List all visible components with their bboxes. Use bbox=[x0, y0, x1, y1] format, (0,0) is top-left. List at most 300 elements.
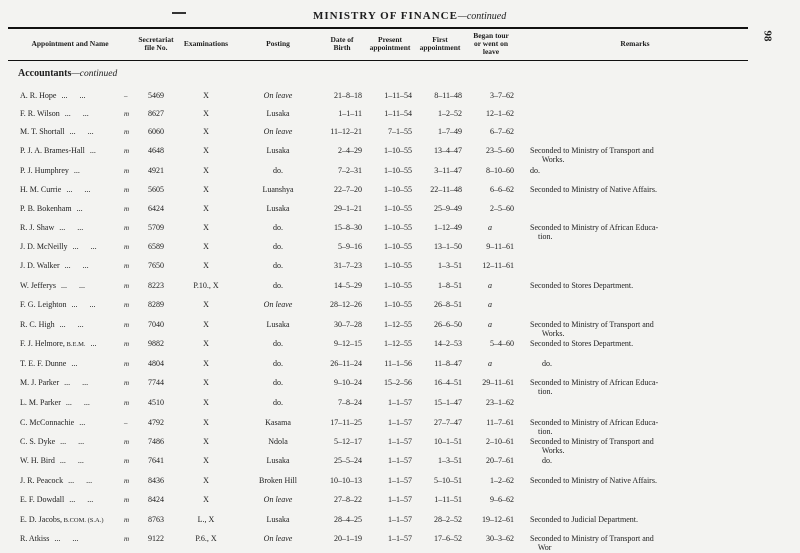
examinations: X bbox=[203, 339, 209, 348]
marital-status: – bbox=[124, 419, 128, 427]
examinations: X bbox=[203, 300, 209, 309]
date-of-birth: 31–7–23 bbox=[334, 261, 362, 270]
officer-name: C. S. Dyke bbox=[20, 437, 56, 446]
date-of-birth: 20–1–19 bbox=[334, 534, 362, 543]
began-tour: 1–2–62 bbox=[490, 476, 514, 485]
marital-status: m bbox=[124, 360, 130, 368]
name-cell bbox=[20, 185, 90, 195]
dot-leader: ... ... bbox=[71, 300, 96, 309]
posting: On leave bbox=[263, 127, 293, 136]
officer-name: R. J. Shaw bbox=[20, 223, 55, 232]
col-remarks: Remarks bbox=[620, 39, 650, 48]
officer-qualification: B.COM. (S.A.) bbox=[62, 517, 104, 524]
began-tour: 3–7–62 bbox=[490, 91, 514, 100]
name-cell bbox=[20, 204, 83, 214]
date-of-birth: 9–12–15 bbox=[334, 339, 362, 348]
examinations: X bbox=[203, 109, 209, 118]
section-title: Accountants bbox=[18, 68, 72, 79]
posting: Broken Hill bbox=[259, 476, 297, 485]
name-cell bbox=[20, 109, 89, 119]
file-number: 8436 bbox=[148, 476, 164, 485]
posting: do. bbox=[273, 261, 283, 270]
first-appointment: 28–2–52 bbox=[434, 515, 462, 524]
posting: do. bbox=[273, 359, 283, 368]
officer-name: E. F. Dowdall bbox=[20, 495, 65, 504]
file-number: 7650 bbox=[148, 261, 164, 270]
present-appointment: 15–2–56 bbox=[384, 378, 412, 387]
present-appointment: 1–10–55 bbox=[384, 185, 412, 194]
posting: Lusaka bbox=[266, 146, 290, 155]
first-appointment: 3–11–47 bbox=[434, 166, 462, 175]
examinations: X bbox=[203, 378, 209, 387]
first-appointment: 1–11–51 bbox=[434, 495, 462, 504]
officer-name: J. R. Peacock bbox=[20, 476, 64, 485]
examinations: X bbox=[203, 242, 209, 251]
file-number: 6060 bbox=[148, 127, 164, 136]
page-title bbox=[313, 10, 506, 22]
marital-status: m bbox=[124, 399, 130, 407]
dot-leader: ... ... bbox=[65, 398, 90, 407]
examinations: X bbox=[203, 166, 209, 175]
table-row bbox=[0, 146, 800, 165]
table-row bbox=[0, 127, 800, 146]
posting: do. bbox=[273, 378, 283, 387]
remarks: Seconded to Ministry of African Educa- tion. bbox=[530, 418, 659, 436]
marital-status: – bbox=[124, 92, 128, 100]
name-cell bbox=[20, 166, 80, 176]
began-tour: 5–4–60 bbox=[490, 339, 514, 348]
name-cell bbox=[20, 320, 84, 330]
first-appointment: 10–1–51 bbox=[434, 437, 462, 446]
present-appointment: 1–10–55 bbox=[384, 281, 412, 290]
posting: do. bbox=[273, 281, 283, 290]
file-number: 8223 bbox=[148, 281, 164, 290]
began-tour: a bbox=[488, 320, 492, 329]
dot-leader: ... bbox=[71, 359, 78, 368]
date-of-birth: 26–11–24 bbox=[330, 359, 362, 368]
remarks: Seconded to Ministry of Native Affairs. bbox=[530, 185, 657, 194]
file-number: 4921 bbox=[148, 166, 164, 175]
began-tour: 6–6–62 bbox=[490, 185, 514, 194]
remarks: do. bbox=[530, 359, 552, 368]
page-number: 98 bbox=[761, 30, 774, 42]
began-tour: 30–3–62 bbox=[486, 534, 514, 543]
marital-status: m bbox=[124, 301, 130, 309]
table-row bbox=[0, 223, 800, 242]
present-appointment: 1–10–55 bbox=[384, 242, 412, 251]
posting: On leave bbox=[263, 91, 293, 100]
dot-leader: ... ... bbox=[64, 109, 89, 118]
began-tour: a bbox=[488, 281, 492, 290]
table-row bbox=[0, 242, 800, 261]
began-tour: 9–11–61 bbox=[486, 242, 514, 251]
examinations: X bbox=[203, 261, 209, 270]
file-number: 4510 bbox=[148, 398, 164, 407]
table-row bbox=[0, 534, 800, 553]
first-appointment: 14–2–53 bbox=[434, 339, 462, 348]
began-tour: 11–7–61 bbox=[486, 418, 514, 427]
remarks: Seconded to Ministry of Transport and Works. bbox=[530, 437, 654, 455]
officer-name: W. H. Bird bbox=[20, 456, 55, 465]
examinations: X bbox=[203, 476, 209, 485]
officer-name: P. J. Humphrey bbox=[20, 166, 69, 175]
began-tour: 12–11–61 bbox=[482, 261, 514, 270]
name-cell bbox=[20, 300, 95, 310]
present-appointment: 1–1–57 bbox=[388, 515, 412, 524]
first-appointment: 1–2–52 bbox=[438, 109, 462, 118]
table-row bbox=[0, 378, 800, 397]
examinations: X bbox=[203, 495, 209, 504]
officer-name: J. D. Walker bbox=[20, 261, 60, 270]
posting: On leave bbox=[263, 534, 293, 543]
first-appointment: 26–8–51 bbox=[434, 300, 462, 309]
posting: On leave bbox=[263, 495, 293, 504]
posting: do. bbox=[273, 223, 283, 232]
first-appointment: 11–8–47 bbox=[434, 359, 462, 368]
began-tour: 2–5–60 bbox=[490, 204, 514, 213]
date-of-birth: 27–8–22 bbox=[334, 495, 362, 504]
file-number: 9122 bbox=[148, 534, 164, 543]
name-cell bbox=[20, 146, 96, 156]
table-row bbox=[0, 320, 800, 339]
date-of-birth: 14–5–29 bbox=[334, 281, 362, 290]
dot-leader: ... ... bbox=[66, 185, 91, 194]
present-appointment: 1–1–57 bbox=[388, 418, 412, 427]
examinations: P.10., X bbox=[193, 281, 219, 290]
name-cell bbox=[20, 515, 104, 526]
file-number: 7486 bbox=[148, 437, 164, 446]
began-tour: a bbox=[488, 300, 492, 309]
officer-name: L. M. Parker bbox=[20, 398, 61, 407]
first-appointment: 15–1–47 bbox=[434, 398, 462, 407]
marital-status: m bbox=[124, 110, 130, 118]
name-cell bbox=[20, 91, 85, 101]
marital-status: m bbox=[124, 379, 130, 387]
officer-name: F. J. Helmore, B.E.M. bbox=[20, 339, 86, 348]
marital-status: m bbox=[124, 282, 130, 290]
table-row bbox=[0, 185, 800, 204]
present-appointment: 1–1–57 bbox=[388, 476, 412, 485]
posting: Lusaka bbox=[266, 109, 290, 118]
posting: do. bbox=[273, 242, 283, 251]
name-cell bbox=[20, 476, 92, 486]
first-appointment: 22–11–48 bbox=[430, 185, 462, 194]
present-appointment: 1–10–55 bbox=[384, 261, 412, 270]
present-appointment: 1–11–54 bbox=[384, 109, 412, 118]
dot-leader: ... ... bbox=[59, 320, 84, 329]
posting: On leave bbox=[263, 300, 293, 309]
present-appointment: 1–12–55 bbox=[384, 339, 412, 348]
remarks: do. bbox=[530, 166, 540, 175]
posting: Lusaka bbox=[266, 320, 290, 329]
title-text: MINISTRY OF FINANCE bbox=[313, 10, 458, 22]
remarks: Seconded to Ministry of Transport and Works. bbox=[530, 320, 654, 338]
posting: Luanshya bbox=[262, 185, 294, 194]
name-cell bbox=[20, 495, 93, 505]
examinations: P.6., X bbox=[195, 534, 217, 543]
date-of-birth: 7–8–24 bbox=[338, 398, 362, 407]
posting: Lusaka bbox=[266, 515, 290, 524]
officer-qualification: B.E.M. bbox=[64, 341, 86, 348]
first-appointment: 16–4–51 bbox=[434, 378, 462, 387]
date-of-birth: 17–11–25 bbox=[330, 418, 362, 427]
began-tour: 23–5–60 bbox=[486, 146, 514, 155]
began-tour: 8–10–60 bbox=[486, 166, 514, 175]
file-number: 5469 bbox=[148, 91, 164, 100]
first-appointment: 5–10–51 bbox=[434, 476, 462, 485]
first-appointment: 1–7–49 bbox=[438, 127, 462, 136]
began-tour: a bbox=[488, 359, 492, 368]
date-of-birth: 30–7–28 bbox=[334, 320, 362, 329]
posting: do. bbox=[273, 166, 283, 175]
present-appointment: 1–1–57 bbox=[388, 398, 412, 407]
marital-status: m bbox=[124, 457, 130, 465]
header-bottom-rule bbox=[8, 60, 748, 61]
date-of-birth: 21–8–18 bbox=[334, 91, 362, 100]
present-appointment: 1–10–55 bbox=[384, 300, 412, 309]
examinations: X bbox=[203, 127, 209, 136]
present-appointment: 1–12–55 bbox=[384, 320, 412, 329]
file-number: 6589 bbox=[148, 242, 164, 251]
posting: Lusaka bbox=[266, 204, 290, 213]
name-cell bbox=[20, 456, 84, 466]
col-dob: Date of Birth bbox=[330, 35, 354, 52]
officer-name: J. D. McNeilly bbox=[20, 242, 68, 251]
table-row bbox=[0, 398, 800, 417]
remarks: Seconded to Ministry of Transport and Works. bbox=[530, 146, 654, 164]
date-of-birth: 25–5–24 bbox=[334, 456, 362, 465]
examinations: X bbox=[203, 456, 209, 465]
dot-leader: ... ... bbox=[61, 91, 86, 100]
first-appointment: 27–7–47 bbox=[434, 418, 462, 427]
table-row bbox=[0, 515, 800, 534]
first-appointment: 25–9–49 bbox=[434, 204, 462, 213]
marital-status: m bbox=[124, 516, 130, 524]
marital-status: m bbox=[124, 128, 130, 136]
col-first: First appointment bbox=[419, 35, 461, 52]
table-row bbox=[0, 359, 800, 378]
marital-status: m bbox=[124, 340, 130, 348]
file-number: 4792 bbox=[148, 418, 164, 427]
began-tour: 20–7–61 bbox=[486, 456, 514, 465]
posting: Lusaka bbox=[266, 456, 290, 465]
dot-leader: ... bbox=[90, 339, 97, 348]
marital-status: m bbox=[124, 186, 130, 194]
examinations: L., X bbox=[197, 515, 215, 524]
file-number: 8627 bbox=[148, 109, 164, 118]
officer-name: C. McConnachie bbox=[20, 418, 75, 427]
examinations: X bbox=[203, 204, 209, 213]
name-cell bbox=[20, 359, 77, 369]
col-file: Secretariat file No. bbox=[138, 35, 174, 52]
examinations: X bbox=[203, 359, 209, 368]
first-appointment: 1–8–51 bbox=[438, 281, 462, 290]
posting: do. bbox=[273, 398, 283, 407]
col-began: Began tour or went on leave bbox=[473, 31, 509, 56]
name-cell bbox=[20, 339, 97, 350]
officer-name: A. R. Hope bbox=[20, 91, 57, 100]
dot-leader: ... bbox=[73, 166, 80, 175]
remarks: Seconded to Stores Department. bbox=[530, 281, 634, 290]
file-number: 5709 bbox=[148, 223, 164, 232]
first-appointment: 26–6–50 bbox=[434, 320, 462, 329]
dot-leader: ... ... bbox=[54, 534, 79, 543]
officer-name: P. J. A. Brames-Hall bbox=[20, 146, 85, 155]
file-number: 6424 bbox=[148, 204, 164, 213]
dot-leader: ... bbox=[79, 418, 86, 427]
remarks: Seconded to Ministry of Native Affairs. bbox=[530, 476, 657, 485]
began-tour: a bbox=[488, 223, 492, 232]
file-number: 8424 bbox=[148, 495, 164, 504]
file-number: 7744 bbox=[148, 378, 164, 387]
name-cell bbox=[20, 127, 94, 137]
table-row bbox=[0, 261, 800, 280]
file-number: 7040 bbox=[148, 320, 164, 329]
remarks: do. bbox=[530, 456, 552, 465]
file-number: 9882 bbox=[148, 339, 164, 348]
examinations: X bbox=[203, 437, 209, 446]
date-of-birth: 11–12–21 bbox=[330, 127, 362, 136]
dot-leader: ... bbox=[89, 146, 96, 155]
title-suffix: —continued bbox=[457, 11, 507, 22]
name-cell bbox=[20, 534, 78, 544]
date-of-birth: 29–1–21 bbox=[334, 204, 362, 213]
present-appointment: 7–1–55 bbox=[388, 127, 412, 136]
dot-leader: ... ... bbox=[64, 261, 89, 270]
date-of-birth: 7–2–31 bbox=[338, 166, 362, 175]
date-of-birth: 5–9–16 bbox=[338, 242, 362, 251]
dot-leader: ... ... bbox=[64, 378, 89, 387]
dot-leader: ... ... bbox=[69, 495, 94, 504]
name-cell bbox=[20, 281, 85, 291]
officer-name: T. E. F. Dunne bbox=[20, 359, 67, 368]
marital-status: m bbox=[124, 205, 130, 213]
marital-status: m bbox=[124, 243, 130, 251]
marital-status: m bbox=[124, 535, 130, 543]
name-cell bbox=[20, 398, 90, 408]
present-appointment: 1–10–55 bbox=[384, 223, 412, 232]
marital-status: m bbox=[124, 224, 130, 232]
present-appointment: 1–10–55 bbox=[384, 204, 412, 213]
examinations: X bbox=[203, 146, 209, 155]
name-cell bbox=[20, 242, 97, 252]
officer-name: M. T. Shortall bbox=[20, 127, 65, 136]
first-appointment: 1–3–51 bbox=[438, 456, 462, 465]
present-appointment: 1–10–55 bbox=[384, 146, 412, 155]
remarks: Seconded to Ministry of African Educa- tion. bbox=[530, 378, 659, 396]
began-tour: 6–7–62 bbox=[490, 127, 514, 136]
name-cell bbox=[20, 223, 83, 233]
file-number: 8289 bbox=[148, 300, 164, 309]
dot-leader: ... ... bbox=[61, 281, 85, 290]
file-number: 4648 bbox=[148, 146, 164, 155]
file-number: 5605 bbox=[148, 185, 164, 194]
header-top-rule bbox=[8, 27, 748, 29]
present-appointment: 1–1–57 bbox=[388, 437, 412, 446]
officer-name: M. J. Parker bbox=[20, 378, 60, 387]
present-appointment: 1–1–57 bbox=[388, 456, 412, 465]
examinations: X bbox=[203, 91, 209, 100]
table-row bbox=[0, 437, 800, 456]
date-of-birth: 22–7–20 bbox=[334, 185, 362, 194]
examinations: X bbox=[203, 418, 209, 427]
first-appointment: 1–3–51 bbox=[438, 261, 462, 270]
table-row bbox=[0, 109, 800, 128]
posting: do. bbox=[273, 339, 283, 348]
remarks: Seconded to Ministry of African Educa- tion. bbox=[530, 223, 659, 241]
posting: Ndola bbox=[268, 437, 288, 446]
present-appointment: 1–1–57 bbox=[388, 534, 412, 543]
marital-status: m bbox=[124, 167, 130, 175]
marital-status: m bbox=[124, 147, 130, 155]
name-cell bbox=[20, 261, 89, 271]
officer-name: W. Jefferys bbox=[20, 281, 56, 290]
table-row bbox=[0, 204, 800, 223]
first-appointment: 1–12–49 bbox=[434, 223, 462, 232]
remarks: Seconded to Stores Department. bbox=[530, 339, 634, 348]
began-tour: 9–6–62 bbox=[490, 495, 514, 504]
dot-leader: ... bbox=[76, 204, 83, 213]
col-posting: Posting bbox=[266, 39, 290, 48]
col-name: Appointment and Name bbox=[31, 39, 109, 48]
table-row bbox=[0, 166, 800, 185]
table-row bbox=[0, 456, 800, 475]
date-of-birth: 9–10–24 bbox=[334, 378, 362, 387]
date-of-birth: 5–12–17 bbox=[334, 437, 362, 446]
present-appointment: 1–1–57 bbox=[388, 495, 412, 504]
officer-name: F. G. Leighton bbox=[20, 300, 67, 309]
marital-status: m bbox=[124, 477, 130, 485]
began-tour: 23–1–62 bbox=[486, 398, 514, 407]
dot-leader: ... ... bbox=[72, 242, 97, 251]
date-of-birth: 28–12–26 bbox=[330, 300, 362, 309]
table-row bbox=[0, 300, 800, 319]
col-present: Present appointment bbox=[369, 35, 411, 52]
examinations: X bbox=[203, 320, 209, 329]
name-cell bbox=[20, 378, 88, 388]
present-appointment: 1–10–55 bbox=[384, 166, 412, 175]
remarks: Seconded to Judicial Department. bbox=[530, 515, 638, 524]
present-appointment: 11–1–56 bbox=[384, 359, 412, 368]
began-tour: 12–1–62 bbox=[486, 109, 514, 118]
officer-name: R. Atkiss bbox=[20, 534, 50, 543]
marital-status: m bbox=[124, 496, 130, 504]
margin-mark bbox=[172, 12, 186, 14]
table-row bbox=[0, 339, 800, 358]
date-of-birth: 28–4–25 bbox=[334, 515, 362, 524]
examinations: X bbox=[203, 185, 209, 194]
posting: Kasama bbox=[265, 418, 291, 427]
first-appointment: 8–11–48 bbox=[434, 91, 462, 100]
table-row bbox=[0, 281, 800, 300]
dot-leader: ... ... bbox=[59, 223, 84, 232]
table-row bbox=[0, 91, 800, 110]
table-row bbox=[0, 476, 800, 495]
section-heading bbox=[18, 68, 117, 79]
began-tour: 29–11–61 bbox=[482, 378, 514, 387]
officer-name: P. B. Bokenham bbox=[20, 204, 72, 213]
officer-name: F. R. Wilson bbox=[20, 109, 60, 118]
present-appointment: 1–11–54 bbox=[384, 91, 412, 100]
remarks: Seconded to Ministry of Transport and Wor bbox=[530, 534, 654, 552]
date-of-birth: 1–1–11 bbox=[338, 109, 362, 118]
began-tour: 2–10–61 bbox=[486, 437, 514, 446]
dot-leader: ... ... bbox=[59, 456, 84, 465]
marital-status: m bbox=[124, 438, 130, 446]
file-number: 4804 bbox=[148, 359, 164, 368]
officer-name: H. M. Currie bbox=[20, 185, 62, 194]
date-of-birth: 2–4–29 bbox=[338, 146, 362, 155]
